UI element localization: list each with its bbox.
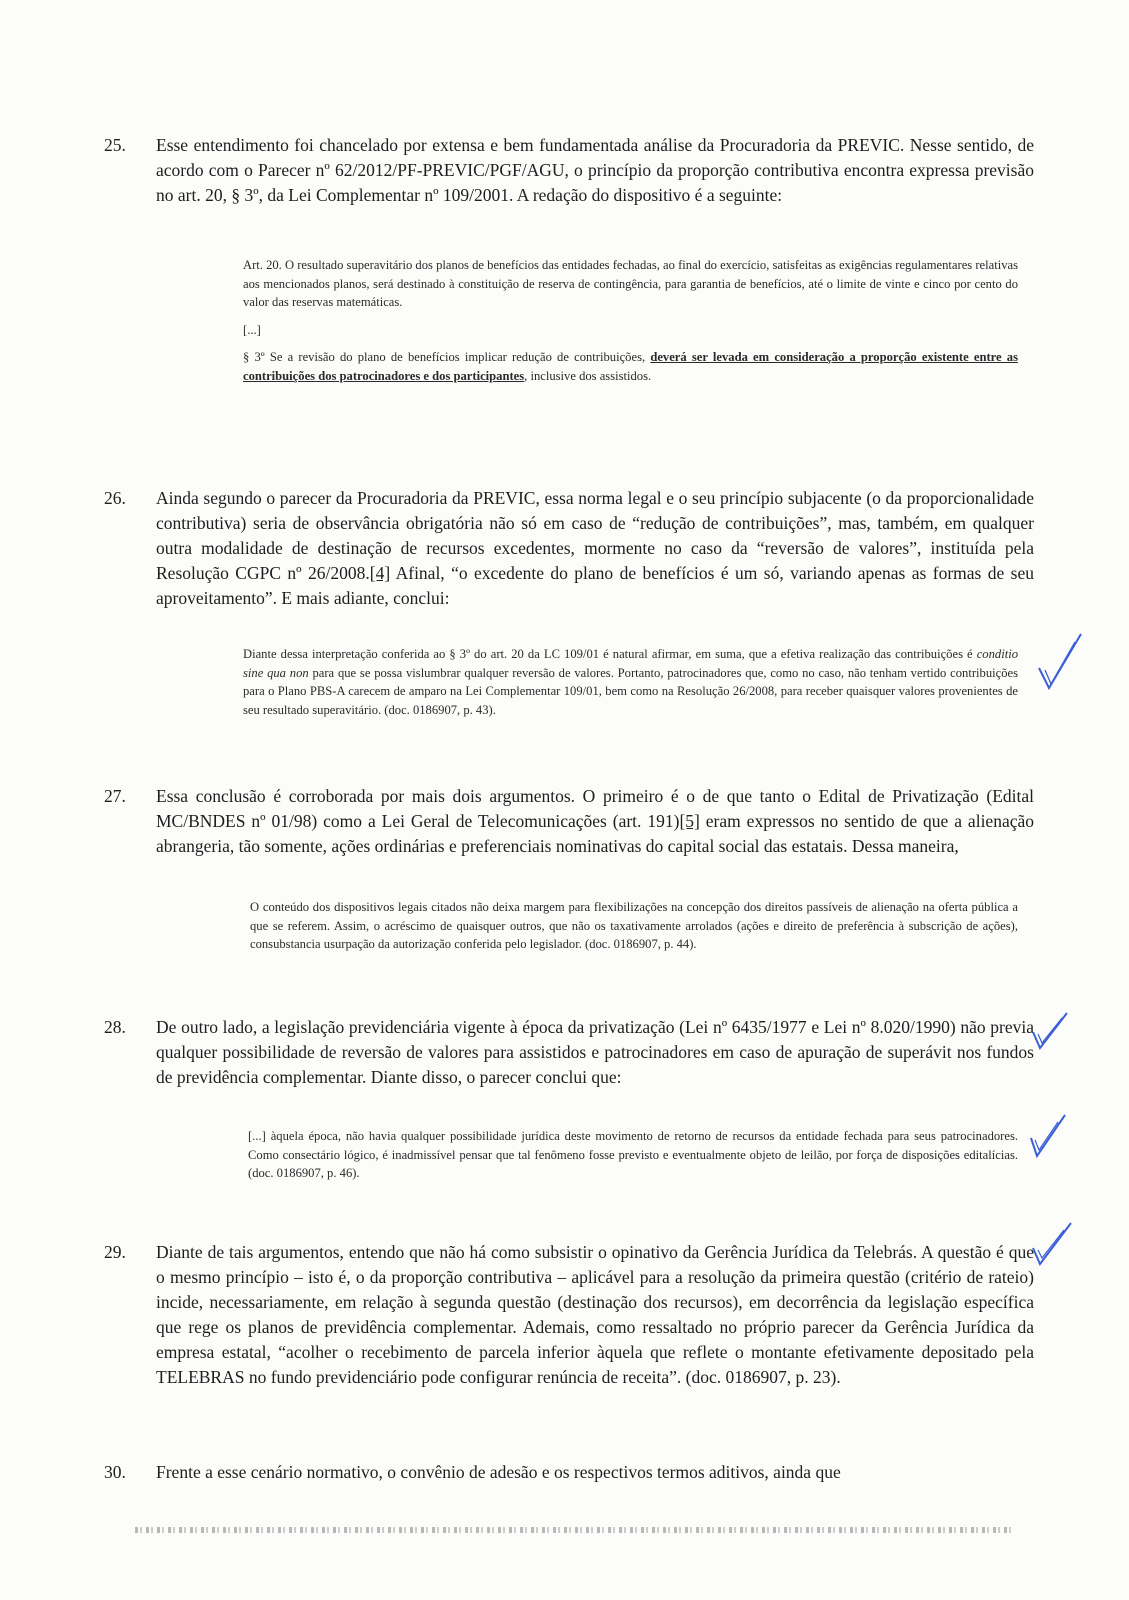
checkmark-icon: [1035, 630, 1085, 700]
paragraph-number: 27.: [104, 786, 126, 806]
paragraph-28: [104, 1015, 1034, 1090]
paragraph-number: 26.: [104, 488, 126, 508]
paragraph-text: Frente a esse cenário normativo, o convênio de adesão e os respectivos termos aditivos, ainda que: [156, 1462, 841, 1482]
block-quote-edital: [250, 898, 1018, 963]
scan-footer-noise: [135, 1527, 1015, 1533]
paragraph-text: Esse entendimento foi chancelado por extensa e bem fundamentada análise da Procuradoria da PREVIC. Nesse sentido, de acordo com o Parecer nº 62/2012/PF-PREVIC/PGF/AGU, o princípio da proporção contributiva encontra expressa previsão no art. 20, § 3º, da Lei Complementar nº 109/2001. A redação do dispositivo é a seguinte:: [156, 135, 1034, 205]
paragraph-text-part: Afinal, “o excedente do plano de benefícios é um só, variando apenas as formas de seu aproveitamento”. E mais adiante, conclui:: [156, 563, 1034, 608]
paragraph-text: [156, 784, 1034, 859]
quote-paragraph: [243, 645, 1018, 719]
block-quote-art-20: [243, 256, 1018, 394]
paragraph-text-part: eram expressos no sentido de que a alienação abrangeria, tão somente, ações ordinárias e preferenciais nominativas do capital social das estatais. Dessa maneira,: [156, 811, 1034, 856]
quote-text: Diante dessa interpretação conferida ao § 3º do art. 20 da LC 109/01 é natural afirmar, em suma, que a efetiva realização das contribuições é: [243, 647, 977, 661]
paragraph-number: 25.: [104, 135, 126, 155]
paragraph-text: De outro lado, a legislação previdenciária vigente à época da privatização (Lei nº 6435/1977 e Lei nº 8.020/1990) não previa qualquer possibilidade de reversão de valores para assistidos e patrocinadores em caso de apuração de superávit nos fundos de previdência complementar. Diante disso, o parecer conclui que:: [156, 1017, 1034, 1087]
quote-text: para que se possa vislumbrar qualquer reversão de valores. Portanto, patrocinadores que, como no caso, não tenham vertido contribuições para o Plano PBS-A carecem de amparo na Lei Complementar 109/01, bem como na Resolução 26/2008, para receber quaisquer valores provenientes de seu resultado superavitário. (doc. 0186907, p. 43).: [243, 665, 1018, 717]
footnote-link[interactable]: [5]: [679, 811, 700, 831]
block-quote-parecer: [243, 645, 1018, 728]
paragraph-26: [104, 486, 1034, 611]
quote-paragraph: O conteúdo dos dispositivos legais citados não deixa margem para flexibilizações na concepção dos direitos passíveis de alienação na oferta pública a que se referem. Assim, o acréscimo de quaisquer outros, que não os taxativamente arrolados (ações e direito de preferência à subscrição de ações), consubstancia usurpação da autorização conferida pelo legislador. (doc. 0186907, p. 44).: [250, 900, 1018, 951]
paragraph-text: Diante de tais argumentos, entendo que não há como subsistir o opinativo da Gerência Jurídica da Telebrás. A questão é que o mesmo princípio – isto é, o da proporção contributiva – aplicável para a resolução da primeira questão (critério de rateio) incide, necessariamente, em relação à segunda questão (destinação dos recursos), em decorrência da legislação específica que rege os planos de previdência complementar. Ademais, como ressaltado no próprio parecer da Gerência Jurídica da empresa estatal, “acolher o recebimento de parcela inferior àquela que reflete o montante efetivamente depositado pela TELEBRAS no fundo previdenciário pode configurar renúncia de receita”. (doc. 0186907, p. 23).: [156, 1242, 1034, 1387]
paragraph-number: 28.: [104, 1017, 126, 1037]
quote-paragraph: Art. 20. O resultado superavitário dos planos de benefícios das entidades fechadas, ao final do exercício, satisfeitas as exigências regulamentares relativas aos mencionados planos, será destinado à constituição de reserva de contingência, para garantia de benefícios, até o limite de vinte e cinco por cento do valor das reservas matemáticas.: [243, 258, 1018, 309]
paragraph-text: [156, 486, 1034, 611]
quote-text: , inclusive dos assistidos.: [524, 368, 652, 383]
quote-ellipsis: [...]: [243, 322, 261, 337]
checkmark-icon: [1028, 1112, 1068, 1160]
paragraph-text-part: Ainda segundo o parecer da Procuradoria da PREVIC, essa norma legal e o seu princípio subjacente (o da proporcionalidade contributiva) seria de observância obrigatória não só em caso de “redução de contribuições”, mas, também, em qualquer outra modalidade de destinação de recursos excedentes, mormente no caso da “reversão de valores”, instituída pela Resolução CGPC nº 26/2008.: [156, 488, 1034, 583]
paragraph-number: 29.: [104, 1242, 126, 1262]
paragraph-29: [104, 1240, 1034, 1390]
paragraph-27: [104, 784, 1034, 859]
paragraph-25: [104, 133, 1034, 208]
quote-paragraph: [...] àquela época, não havia qualquer possibilidade jurídica deste movimento de retorno de recursos da entidade fechada para seus patrocinadores. Como consectário lógico, é inadmissível pensar que tal fenômeno fosse previsto e eventualmente objeto de leilão, por força de disposições editalícias. (doc. 0186907, p. 46).: [248, 1129, 1018, 1180]
paragraph-number: 30.: [104, 1462, 126, 1482]
italic-text: conditio sine qua non: [243, 647, 1018, 680]
paragraph-30: [104, 1460, 1034, 1485]
checkmark-icon: [1030, 1220, 1074, 1268]
checkmark-icon: [1030, 1010, 1070, 1052]
quote-text: § 3º Se a revisão do plano de benefícios implicar redução de contribuições,: [243, 350, 651, 364]
paragraph-text-part: Essa conclusão é corroborada por mais dois argumentos. O primeiro é o de que tanto o Edital de Privatização (Edital MC/BNDES nº 01/98) como a Lei Geral de Telecomunicações (art. 191): [156, 786, 1034, 831]
block-quote-epoca: [248, 1127, 1018, 1192]
quote-paragraph-3: [243, 348, 1018, 385]
footnote-link[interactable]: [4]: [369, 563, 391, 583]
underlined-text: deverá ser levada em consideração a proporção existente entre as contribuições dos patrocinadores e dos participantes: [243, 350, 1019, 383]
